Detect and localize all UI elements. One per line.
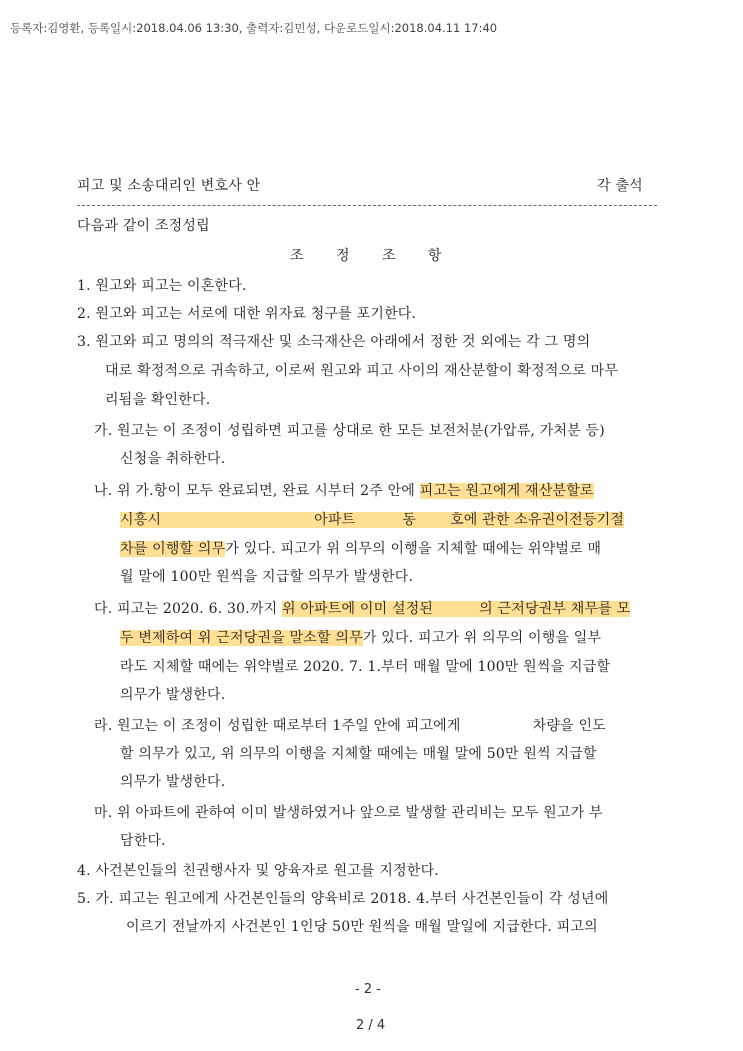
- clause-4: 4. 사건본인들의 친권행사자 및 양육자로 원고를 지정한다.: [77, 863, 439, 879]
- clause-3-na-line-4: 월 말에 100만 원씩을 지급할 의무가 발생한다.: [120, 569, 414, 585]
- redaction-gap: [433, 601, 479, 617]
- clause-5-line-1: 5. 가. 피고는 원고에게 사건본인들의 양육비로 2018. 4.부터 사건본인들이 각 성년에: [77, 891, 609, 907]
- page-number: - 2 -: [355, 982, 381, 997]
- clause-3-da-line-3: 라도 지체할 때에는 위약벌로 2020. 7. 1.부터 매월 말에 100만 원씩을 지급할: [120, 659, 611, 675]
- na-text-rest: 가 있다. 피고가 위 의무의 이행을 지체할 때에는 위약벌로 매: [225, 541, 602, 557]
- na-text: 나. 위 가.항이 모두 완료되면, 완료 시부터 2주 안에: [94, 483, 420, 499]
- clause-5-line-2: 이르기 전날까지 사건본인 1인당 50만 원씩을 매월 말일에 지급한다. 피고의: [126, 919, 598, 935]
- clause-3-da-line-2: [120, 627, 601, 647]
- intro-text: 다음과 같이 조정성립: [77, 218, 210, 234]
- clause-3-line-1: 3. 원고와 피고 명의의 적극재산 및 소극재산은 아래에서 정한 것 외에는 각 그 명의: [77, 334, 591, 350]
- clause-3-ra-line-1: [94, 715, 606, 735]
- redaction-gap: [416, 512, 450, 528]
- clause-3-na-line-3: [120, 538, 601, 558]
- na-highlight-end: 차를 이행할 의무: [120, 541, 226, 557]
- ra-text-end: 차량을 인도: [532, 718, 606, 734]
- clause-3-ra-line-2: 할 의무가 있고, 위 의무의 이행을 지체할 때에는 매월 말에 50만 원씩 지급할: [120, 746, 597, 762]
- clause-3-line-2: 대로 확정적으로 귀속하고, 이로써 원고와 피고 사이의 재산분할이 확정적으로 마무: [105, 363, 619, 379]
- attendance-right: 각 출석: [597, 178, 643, 194]
- download-header: 등록자:김영환, 등록일시:2018.04.06 13:30, 출력자:김민성, 다운로드일시:2018.04.11 17:40: [10, 21, 498, 35]
- na-address-dong: 동: [402, 512, 417, 528]
- da-text: 다. 피고는 2020. 6. 30.까지: [94, 601, 282, 617]
- clause-3-da-line-1: [94, 598, 630, 618]
- clause-3-ga-line-1: 가. 원고는 이 조정이 성립하면 피고를 상대로 한 모든 보전처분(가압류, 가처분 등): [94, 423, 605, 439]
- clause-2: 2. 원고와 피고는 서로에 대한 위자료 청구를 포기한다.: [77, 306, 417, 322]
- da-highlight-2: 의 근저당권부 채무를 모: [479, 601, 631, 617]
- da-highlight-end: 두 변제하여 위 근저당권을 말소할 의무: [120, 630, 363, 646]
- clause-3-na-line-1: [94, 480, 594, 500]
- clause-3-ra-line-3: 의무가 발생한다.: [120, 774, 226, 790]
- redaction-gap: [355, 512, 402, 528]
- clause-3-ma-line-1: 마. 위 아파트에 관하여 이미 발생하였거나 앞으로 발생할 관리비는 모두 원고가 부: [94, 805, 603, 821]
- na-highlight: 피고는 원고에게 재산분할로: [419, 483, 594, 499]
- clause-3-line-3: 리됨을 확인한다.: [105, 392, 211, 408]
- clause-3-ma-line-2: 담한다.: [120, 833, 166, 849]
- na-address-ho: 호에 관한 소유권이전등기절: [450, 512, 625, 528]
- da-text-rest: 가 있다. 피고가 위 의무의 이행을 일부: [362, 630, 602, 646]
- clause-1: 1. 원고와 피고는 이혼한다.: [77, 278, 247, 294]
- redaction-gap: [461, 718, 533, 734]
- ra-text: 라. 원고는 이 조정이 성립한 때로부터 1주일 안에 피고에게: [94, 718, 461, 734]
- na-address-apt: 아파트: [314, 512, 356, 528]
- clause-3-na-line-2: [120, 509, 624, 529]
- page-count: 2 / 4: [356, 1018, 386, 1033]
- na-address-city: 시흥시: [120, 512, 162, 528]
- clause-3-ga-line-2: 신청을 취하한다.: [120, 451, 226, 467]
- da-highlight: 위 아파트에 이미 설정된: [281, 601, 434, 617]
- clause-3-da-line-4: 의무가 발생한다.: [120, 687, 226, 703]
- divider: [77, 205, 657, 206]
- redaction-gap: [161, 512, 314, 528]
- attendance-left: 피고 및 소송대리인 변호사 안: [77, 178, 261, 194]
- section-title: 조 정 조 항: [290, 248, 456, 264]
